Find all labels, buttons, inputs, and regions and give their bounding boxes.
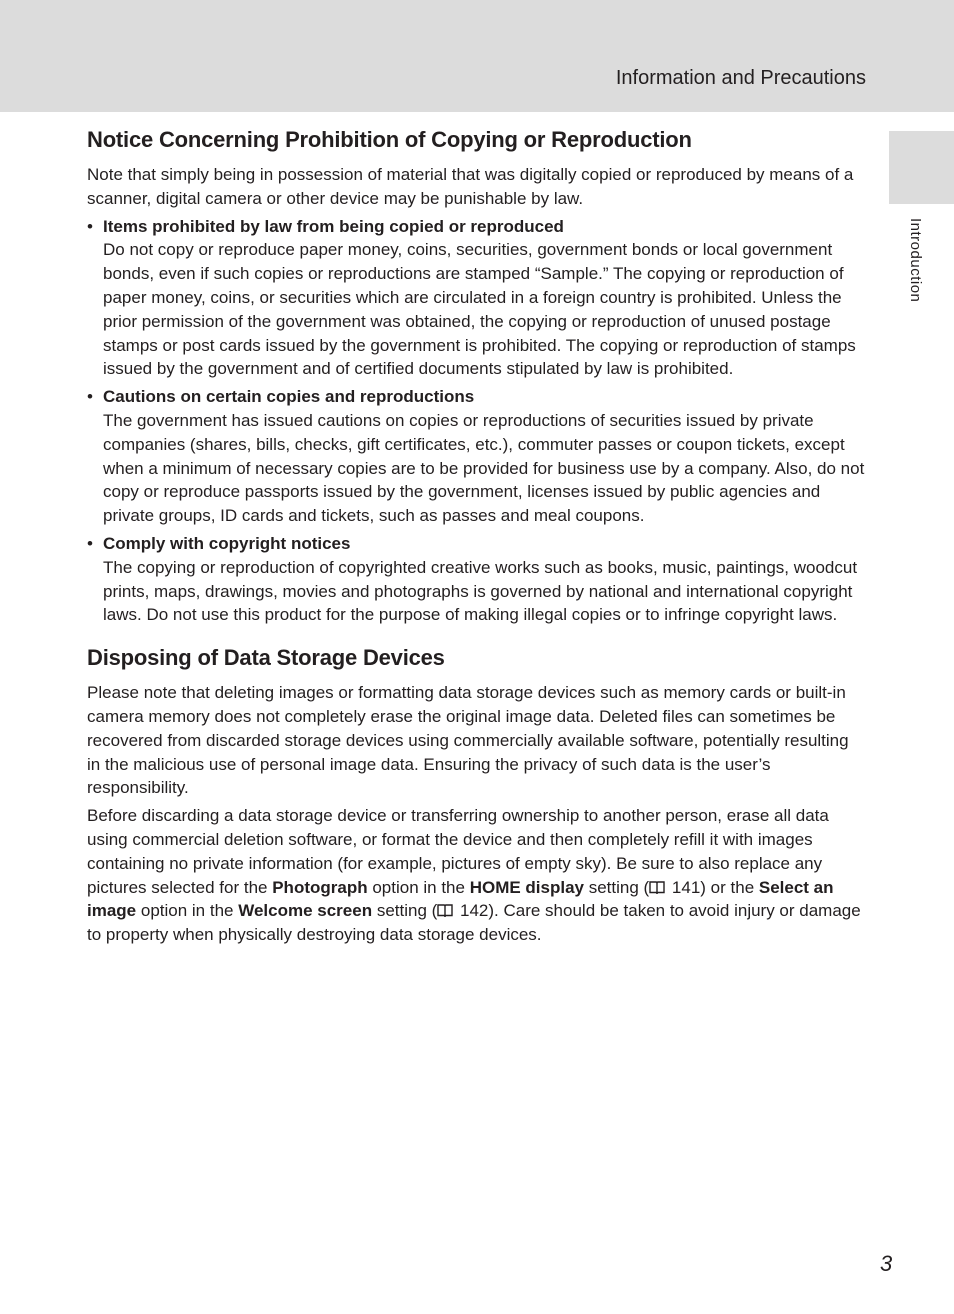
menu-term-photograph: Photograph [272, 877, 368, 897]
list-item [87, 215, 865, 382]
book-reference-icon [649, 880, 665, 895]
page-number: 3 [880, 1251, 893, 1276]
text-run: setting ( [372, 901, 438, 921]
text-run: setting ( [584, 877, 650, 897]
list-item [87, 532, 865, 627]
bullet-icon: • [87, 216, 93, 236]
menu-term-welcome-screen: Welcome screen [238, 901, 373, 921]
list-item [87, 385, 865, 528]
bullet-body: The government has issued cautions on copies or reproductions of securities issued by private companies (shares, bills, checks, gift certificates, etc.), commuter passes or coupon tickets, except when a minimum of necessary copies are to be provided for business use by a company. Also, do not copy or reproduce passports issued by the government, licenses issued by public agencies and private groups, ID cards and tickets, such as passes and meal coupons. [103, 410, 865, 526]
bullet-body: The copying or reproduction of copyrighted creative works such as books, music, paintings, woodcut prints, maps, drawings, movies and photographs is governed by national and international copyright laws. Do not use this product for the purpose of making illegal copies or to infringe copyright laws. [103, 557, 858, 625]
bullet-icon: • [87, 533, 93, 553]
section-disposing [87, 642, 865, 947]
menu-term-select-image: Select an image [87, 877, 834, 921]
section-title-copying: Notice Concerning Prohibition of Copying or Reproduction [87, 127, 692, 152]
bullet-icon: • [87, 387, 93, 407]
menu-term-home-display: HOME display [469, 877, 584, 897]
page-content [87, 124, 865, 951]
section-title-disposing: Disposing of Data Storage Devices [87, 645, 445, 671]
running-header-title: Information and Precautions [615, 67, 866, 89]
bullet-title: Comply with copyright notices [103, 533, 351, 553]
page-reference: 141) or the [667, 877, 759, 897]
disposing-paragraph-1: Please note that deleting images or formatting data storage devices such as memory cards or built-in camera memory does not completely erase the original image data. Deleted files can sometimes be recovered from discarded storage devices using commercially available software, potentially resulting in the malicious use of personal image data. Ensuring the privacy of such data is the user’s responsibility. [87, 683, 849, 798]
bullet-body: Do not copy or reproduce paper money, coins, securities, government bonds or local government bonds, even if such copies or reproductions are stamped “Sample.” The copying or reproduction of paper money, coins, or securities which are circulated in a foreign country is prohibited. Unless the prior permission of the government was obtained, the copying or reproduction of unused postage stamps or post cards issued by the government is prohibited. The copying or reproduction of stamps issued by the government and of certified documents stipulated by law is prohibited. [103, 240, 856, 379]
disposing-paragraph-2 [87, 804, 865, 947]
book-reference-icon [437, 903, 453, 918]
copying-intro: Note that simply being in possession of material that was digitally copied or reproduced by means of a scanner, digital camera or other device may be punishable by law. [87, 165, 854, 208]
section-tab [889, 131, 954, 204]
text-run: option in the [367, 877, 470, 897]
section-tab-label: Introduction [907, 218, 924, 303]
header-band [0, 0, 954, 112]
text-run: Before discarding a data storage device or transferring ownership to another person, erase all data using commercial deletion software, or format the device and then completely refill it with images containing no private information (for example, pictures of empty sky). Be sure to also replace any pictures selected for the [87, 806, 829, 897]
bullet-title: Cautions on certain copies and reproductions [103, 387, 475, 407]
bullet-title: Items prohibited by law from being copied or reproduced [103, 216, 564, 236]
text-run: option in the [136, 901, 239, 921]
page-reference: 142). Care should be taken to avoid injury or damage to property when physically destroying data storage devices. [87, 901, 861, 945]
